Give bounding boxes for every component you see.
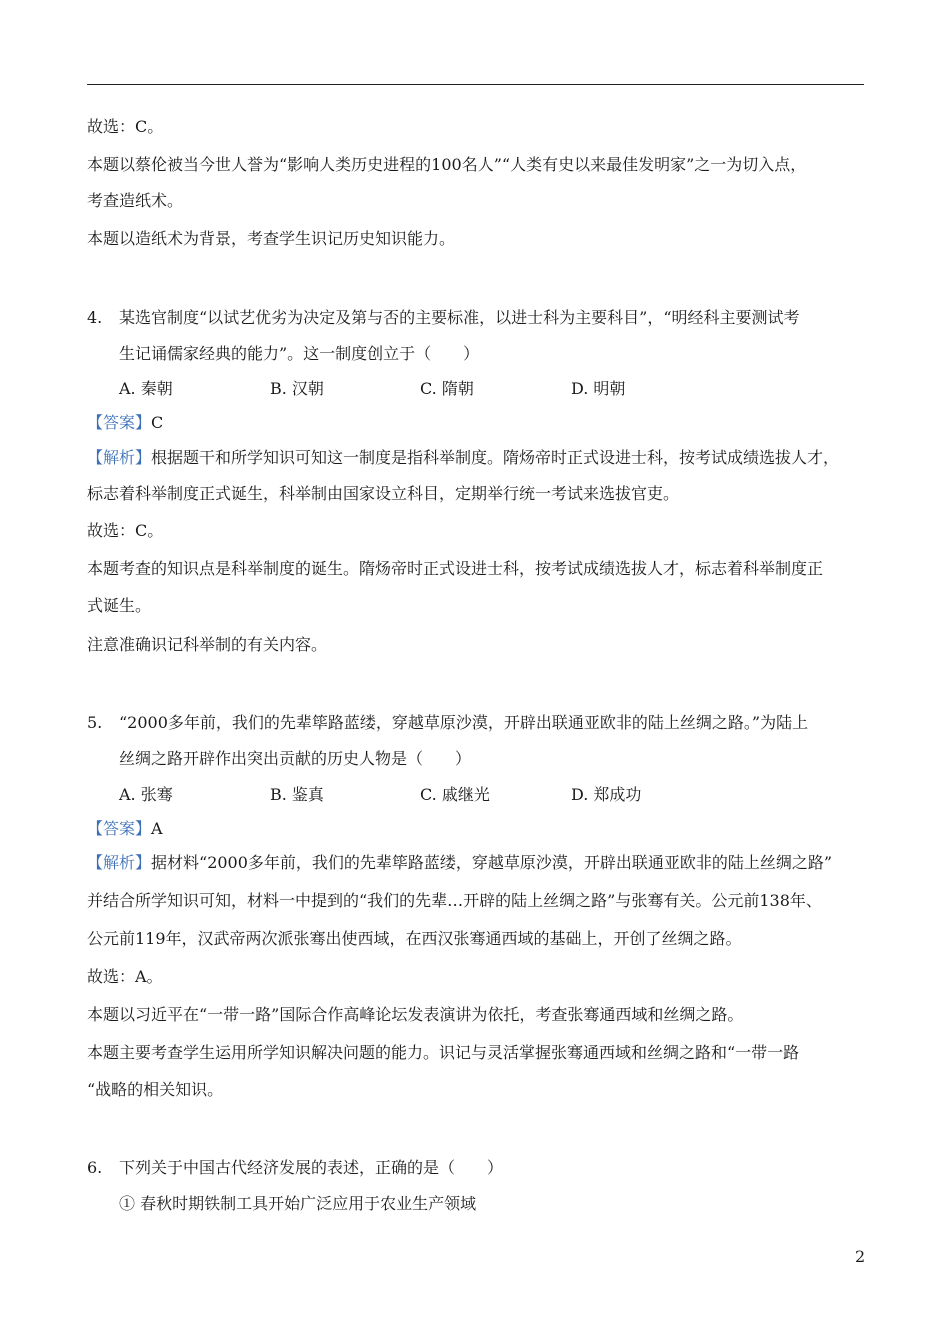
q5-number: 5. bbox=[87, 713, 103, 732]
q5-option-d: D. 郑成功 bbox=[571, 785, 642, 804]
q5-analysis-line-1 bbox=[87, 852, 832, 874]
q5-option-a: A. 张骞 bbox=[119, 785, 173, 804]
q4-analysis-text-1: 根据题干和所学知识可知这一制度是指科举制度。隋炀帝时正式设进士科，按考试成绩选拔人才， bbox=[151, 448, 840, 467]
q4-stem-line-2: 生记诵儒家经典的能力”。这一制度创立于（ ） bbox=[119, 344, 480, 363]
q4-note-line-2: 式诞生。 bbox=[87, 596, 152, 615]
q4-answer bbox=[87, 412, 163, 434]
q5-analysis-line-3: 公元前119年，汉武帝两次派张骞出使西域，在西汉张骞通西域的基础上，开创了丝绸之路。 bbox=[87, 929, 742, 948]
q4-option-d: D. 明朝 bbox=[571, 379, 626, 398]
page-number: 2 bbox=[855, 1247, 866, 1266]
q5-note-line-1: 本题以习近平在“一带一路”国际合作高峰论坛发表演讲为依托，考查张骞通西域和丝绸之路。 bbox=[87, 1005, 744, 1024]
q4-number: 4. bbox=[87, 308, 103, 327]
prev-choice: 故选：C。 bbox=[87, 117, 164, 136]
q4-analysis-line-2: 标志着科举制度正式诞生，科举制由国家设立科目，定期举行统一考试来选拔官吏。 bbox=[87, 484, 680, 503]
q4-option-c: C. 隋朝 bbox=[420, 379, 474, 398]
q5-stem-line-1: “2000多年前，我们的先辈筚路蓝缕，穿越草原沙漠，开辟出联通亚欧非的陆上丝绸之路。”为陆上 bbox=[119, 713, 809, 732]
q5-answer bbox=[87, 818, 163, 840]
q5-answer-value: A bbox=[151, 819, 163, 838]
header-rule bbox=[87, 84, 864, 85]
q6-item-1: ① 春秋时期铁制工具开始广泛应用于农业生产领域 bbox=[119, 1194, 477, 1213]
q5-analysis-line-2: 并结合所学知识可知，材料一中提到的“我们的先辈…开辟的陆上丝绸之路”与张骞有关。公元前138年、 bbox=[87, 891, 822, 910]
q4-analysis-tag: 【解析】 bbox=[87, 448, 152, 467]
prev-note-line-3: 本题以造纸术为背景，考查学生识记历史知识能力。 bbox=[87, 229, 456, 248]
q5-analysis-tag: 【解析】 bbox=[87, 853, 152, 872]
q5-note-line-2: 本题主要考查学生运用所学知识解决问题的能力。识记与灵活掌握张骞通西域和丝绸之路和“一带一路 bbox=[87, 1043, 800, 1062]
q6-number: 6. bbox=[87, 1158, 103, 1177]
q5-option-c: C. 戚继光 bbox=[420, 785, 490, 804]
q4-note-line-1: 本题考查的知识点是科举制度的诞生。隋炀帝时正式设进士科，按考试成绩选拔人才，标志着科举制度正 bbox=[87, 559, 824, 578]
q4-choice: 故选：C。 bbox=[87, 521, 164, 540]
q6-stem: 下列关于中国古代经济发展的表述，正确的是（ ） bbox=[119, 1158, 504, 1177]
q5-note-line-3: “战略的相关知识。 bbox=[87, 1080, 224, 1099]
q4-stem-line-1: 某选官制度“以试艺优劣为决定及第与否的主要标准，以进士科为主要科目”，“明经科主要测试考 bbox=[119, 308, 800, 327]
q5-option-b: B. 鉴真 bbox=[270, 785, 324, 804]
q5-stem-line-2: 丝绸之路开辟作出突出贡献的历史人物是（ ） bbox=[119, 749, 472, 768]
q5-answer-tag: 【答案】 bbox=[87, 819, 152, 838]
q4-note-line-3: 注意准确识记科举制的有关内容。 bbox=[87, 635, 328, 654]
q4-analysis-line-1 bbox=[87, 447, 839, 469]
q5-analysis-text-1: 据材料“2000多年前，我们的先辈筚路蓝缕，穿越草原沙漠，开辟出联通亚欧非的陆上丝绸之路” bbox=[151, 853, 833, 872]
q4-option-b: B. 汉朝 bbox=[270, 379, 324, 398]
prev-note-line-1: 本题以蔡伦被当今世人誉为“影响人类历史进程的100名人”“人类有史以来最佳发明家”之一为切入点， bbox=[87, 155, 807, 174]
q4-answer-value: C bbox=[151, 413, 164, 432]
q5-choice: 故选：A。 bbox=[87, 967, 163, 986]
prev-note-line-2: 考查造纸术。 bbox=[87, 191, 184, 210]
q4-answer-tag: 【答案】 bbox=[87, 413, 152, 432]
q4-option-a: A. 秦朝 bbox=[119, 379, 173, 398]
